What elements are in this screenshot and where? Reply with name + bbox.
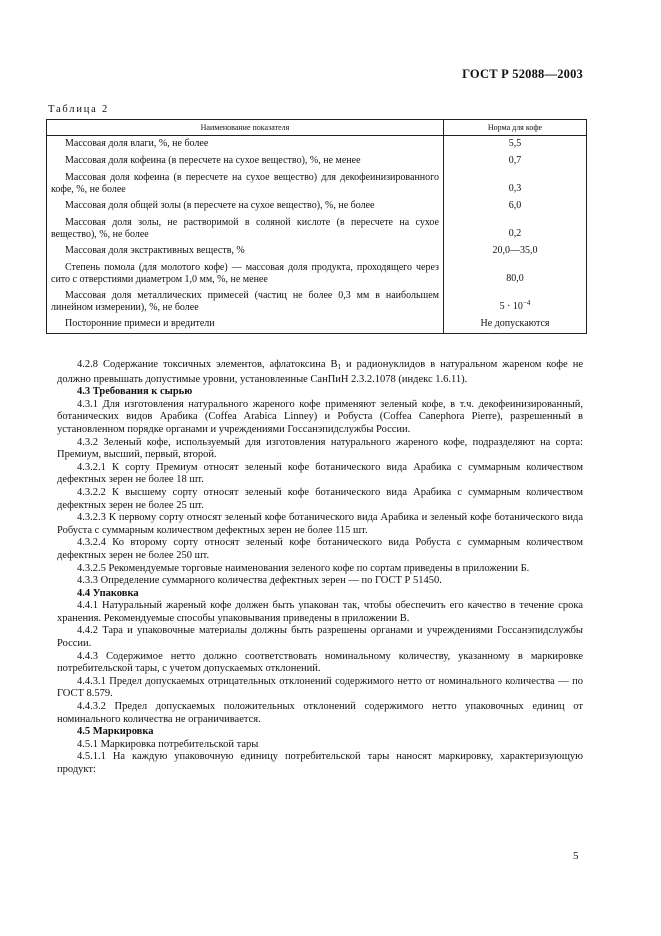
paragraph-4-4-2: 4.4.2 Тара и упаковочные материалы должны быть разрешены органами и учреждениями Госсанэпидслужбы России. (57, 625, 583, 650)
paragraph-4-3-2-2: 4.3.2.2 К высшему сорту относят зеленый кофе ботанического вида Арабика с суммарным количеством дефектных зерен не более 25 шт. (57, 486, 583, 511)
subscript-index: 1 (337, 363, 342, 371)
indicator-value: 80,0 (444, 260, 587, 288)
indicator-name: Посторонние примеси и вредители (47, 316, 444, 334)
document-code-header: ГОСТ Р 52088—2003 (462, 67, 583, 81)
page-number: 5 (573, 850, 579, 862)
paragraph-4-3-2-5: 4.3.2.5 Рекомендуемые торговые наименования зеленого кофе по сортам приведены в приложении Б. (77, 562, 530, 574)
table-header-row (47, 120, 587, 136)
paragraph-4-4-3: 4.4.3 Содержимое нетто должно соответствовать номинальному количеству, указанному в маркировке потребительской тары, с учетом допускаемых отклонений. (57, 650, 583, 675)
paragraph-4-4-3-2: 4.4.3.2 Предел допускаемых положительных отклонений содержимого нетто упаковочных единиц от номинального количества не ограничивается. (57, 701, 583, 725)
paragraph-4-3-2-4: 4.3.2.4 Ко второму сорту относят зеленый кофе ботанического вида Робуста с суммарным количеством дефектных зерен не более 250 шт. (57, 537, 583, 561)
indicator-value: 20,0—35,0 (444, 243, 587, 260)
table-row (47, 316, 587, 334)
indicator-name: Массовая доля кофеина (в пересчете на сухое вещество) для декофеинизированного кофе, %, не более (47, 170, 444, 198)
indicators-table (46, 119, 587, 334)
value-mantissa: 5 · 10 (499, 301, 523, 312)
indicator-value: 0,7 (444, 153, 587, 170)
column-header-indicator: Наименование показателя (47, 120, 444, 136)
indicator-value: 5,5 (444, 136, 587, 154)
paragraph-4-3-3: 4.3.3 Определение суммарного количества дефектных зерен — по ГОСТ Р 51450. (77, 575, 442, 587)
indicator-value: 0,2 (444, 215, 587, 243)
indicator-value: 0,3 (444, 170, 587, 198)
section-heading-marking: 4.5 Маркировка (77, 726, 154, 738)
table-row (47, 170, 587, 198)
table-row (47, 215, 587, 243)
indicator-name: Массовая доля влаги, %, не более (47, 136, 444, 154)
paragraph-4-3-2-1: 4.3.2.1 К сорту Премиум относят зеленый кофе ботанического вида Арабика с суммарным количеством дефектных зерен не более 18 шт. (57, 461, 583, 486)
indicator-value: Не допускаются (444, 316, 587, 334)
table-row (47, 243, 587, 260)
table-row (47, 198, 587, 215)
table-row (47, 136, 587, 154)
indicator-name: Массовая доля кофеина (в пересчете на сухое вещество), %, не менее (47, 153, 444, 170)
section-heading-raw-materials: 4.3 Требования к сырью (77, 386, 193, 398)
table-row (47, 260, 587, 288)
paragraph-4-5-1: 4.5.1 Маркировка потребительской тары (77, 738, 259, 750)
paragraph-4-5-1-1: 4.5.1.1 На каждую упаковочную единицу потребительской тары наносят маркировку, характеризующую продукт: (57, 751, 583, 775)
indicator-value: 6,0 (444, 198, 587, 215)
indicator-name: Массовая доля экстрактивных веществ, % (47, 243, 444, 260)
value-exponent: −4 (522, 299, 531, 307)
paragraph-4-2-8: 4.2.8 Содержание токсичных элементов, афлатоксина $В_1$ и радионуклидов в натуральном жареном кофе не должно превышать допустимые уровни, установленные СанПиН 2.3.2.1078 (индекс 1.6.11). (57, 359, 583, 385)
paragraph-4-3-2: 4.3.2 Зеленый кофе, используемый для изготовления натурального жареного кофе, подразделяют на сорта: Премиум, высший, первый, второй. (57, 436, 583, 461)
table-row (47, 288, 587, 316)
indicator-name: Степень помола (для молотого кофе) — массовая доля продукта, проходящего через сито с отверстиями диаметром 1,0 мм, %, не менее (47, 260, 444, 288)
indicator-name: Массовая доля металлических примесей (частиц не более 0,3 мм в наибольшем линейном измерении), %, не более (47, 288, 444, 316)
body-text (57, 359, 583, 777)
table-caption: Таблица 2 (48, 104, 110, 115)
column-header-norm: Норма для кофе (444, 120, 587, 136)
section-heading-packaging: 4.4 Упаковка (77, 587, 139, 599)
paragraph-4-3-1: 4.3.1 Для изготовления натурального жареного кофе применяют зеленый кофе, в т.ч. декофеинизированный, ботанических видов Арабика (Coffea Arabica Linney) и Робуста (Coffea Canephora Pierre), разрешенный в установленном порядке органами и учреждениями Госсанэпидслужбы России. (57, 398, 583, 435)
table-row (47, 153, 587, 170)
paragraph-4-3-2-3: 4.3.2.3 К первому сорту относят зеленый кофе ботанического вида Арабика и зеленый кофе ботанического вида Робуста с суммарным количеством дефектных зерен не более 115 шт. (57, 512, 583, 536)
paragraph-4-4-1: 4.4.1 Натуральный жареный кофе должен быть упакован так, чтобы обеспечить его качество в течение срока хранения. Рекомендуемые способы упаковывания приведены в приложении В. (57, 600, 583, 624)
indicator-name: Массовая доля золы, не растворимой в соляной кислоте (в пересчете на сухое вещество), %, не более (47, 215, 444, 243)
paragraph-4-4-3-1: 4.4.3.1 Предел допускаемых отрицательных отклонений содержимого нетто от номинального количества — по ГОСТ 8.579. (57, 675, 583, 700)
indicator-name: Массовая доля общей золы (в пересчете на сухое вещество), %, не более (47, 198, 444, 215)
indicator-value (444, 288, 587, 316)
